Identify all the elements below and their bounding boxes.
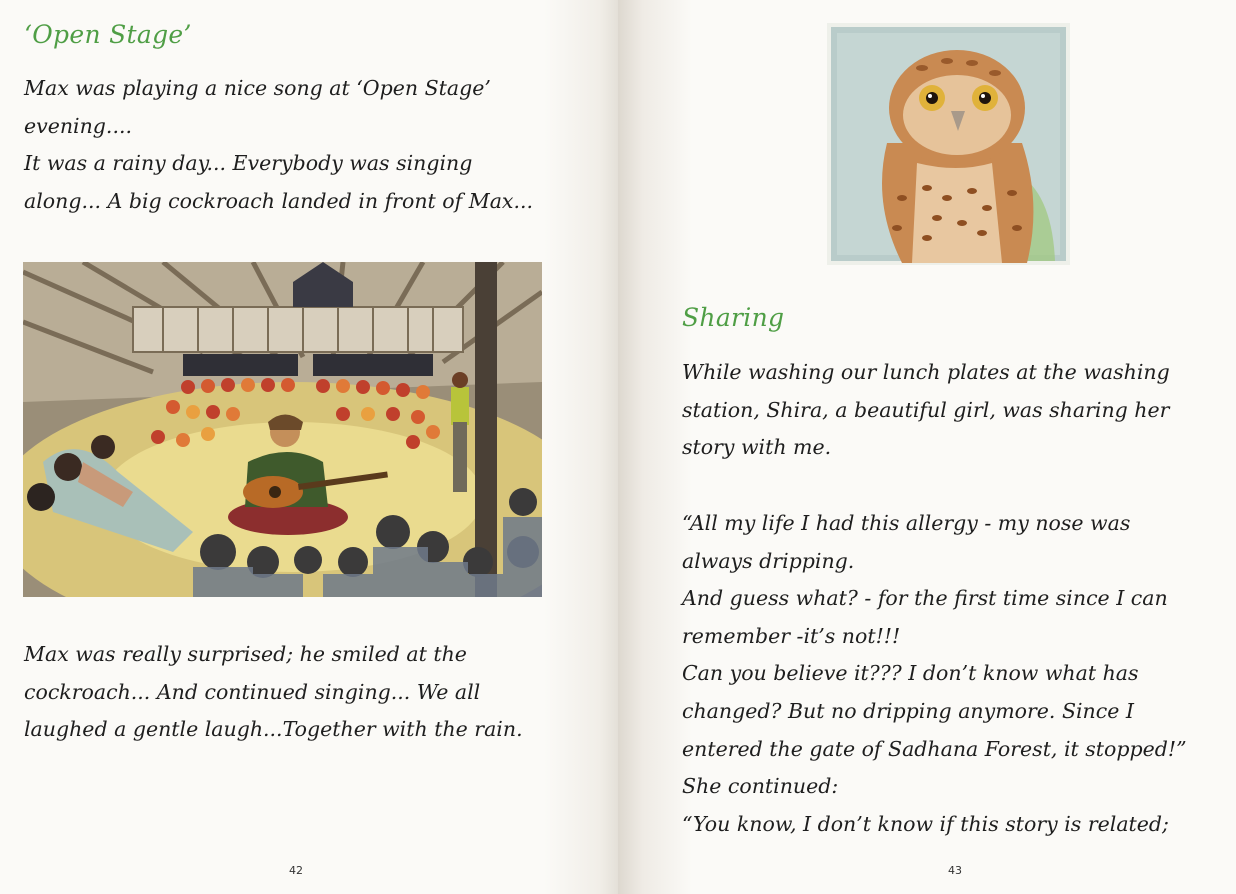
text-line: along... A big cockroach landed in front of Max... [24,188,534,213]
text-line: “All my life I had this allergy - my nose was [682,511,1131,535]
text-line: cockroach... And continued singing... We all [24,679,481,704]
shira-story-paragraph [682,505,1187,843]
text-line: Can you believe it??? I don’t know what has [682,661,1139,686]
sharing-intro-paragraph [682,354,1170,467]
text-line: always dripping. [682,548,855,573]
open-stage-heading: ‘Open Stage’ [24,20,192,49]
text-line: story with me. [682,435,832,460]
text-line: Max was playing a nice song at ‘Open Stage’ [24,76,491,100]
text-line: Max was really surprised; he smiled at the [24,642,467,666]
owl-illustration [827,23,1070,265]
page-number: 42 [289,864,303,877]
text-line: It was a rainy day... Everybody was singing [24,151,473,176]
open-stage-illustration [23,262,542,597]
text-line: “You know, I don’t know if this story is related; [682,811,1169,836]
page-number: 43 [948,864,962,877]
text-line: changed? But no dripping anymore. Since I [682,698,1134,723]
open-stage-intro-paragraph [24,70,533,220]
text-line: And guess what? - for the first time since I can [682,586,1168,611]
open-stage-closing-paragraph [24,636,523,749]
text-line: While washing our lunch plates at the washing [682,360,1170,384]
text-line: She continued: [682,774,839,799]
text-line: evening.... [24,113,132,138]
right-page [618,0,1236,894]
text-line: remember -it’s not!!! [682,623,901,648]
sharing-heading: Sharing [682,303,785,332]
text-line: laughed a gentle laugh...Together with the rain. [24,717,523,742]
text-line: entered the gate of Sadhana Forest, it stopped!” [682,736,1187,761]
text-line: station, Shira, a beautiful girl, was sharing her [682,397,1170,422]
